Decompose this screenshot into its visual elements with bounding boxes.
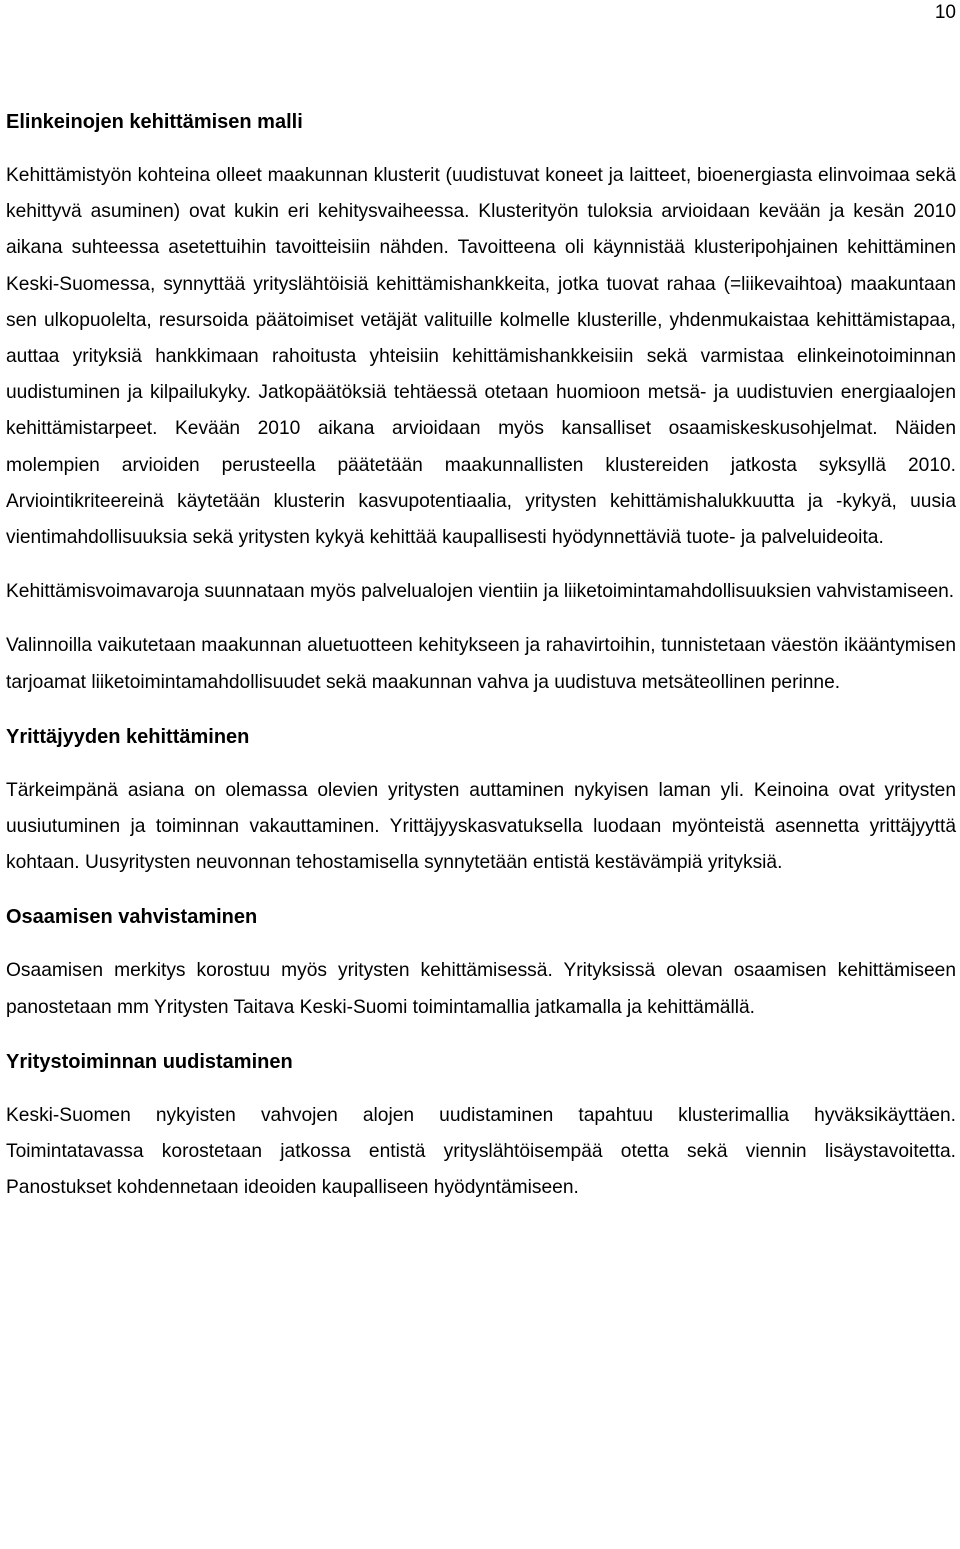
page-number: 10 xyxy=(934,2,956,23)
paragraph: Keski-Suomen nykyisten vahvojen alojen uudistaminen tapahtuu klusterimallia hyväksikäyttäen. Toimintatavassa korostetaan jatkossa entistä yrityslähtöisempää otetta sekä viennin lisäystavoitetta. Panostukset kohdennetaan ideoiden kaupalliseen hyödyntämiseen. xyxy=(6,1104,956,1199)
paragraph: Tärkeimpänä asiana on olemassa olevien yritysten auttaminen nykyisen laman yli. Keinoina ovat yritysten uusiutuminen ja toiminnan vakauttaminen. Yrittäjyyskasvatuksella luodaan myönteistä asennetta yrittäjyyttä kohtaan. Uusyritysten neuvonnan tehostamisella synnytetään entistä kestävämpiä yrityksiä. xyxy=(6,779,956,874)
document-body xyxy=(6,104,956,1206)
section-heading: Elinkeinojen kehittämisen malli xyxy=(6,111,303,133)
paragraph: Valinnoilla vaikutetaan maakunnan aluetuotteen kehitykseen ja rahavirtoihin, tunnistetaan väestön ikääntymisen tarjoamat liiketoimintamahdollisuudet sekä maakunnan vahva ja uudistuva metsäteollinen perinne. xyxy=(6,635,956,693)
section-heading: Yritystoiminnan uudistaminen xyxy=(6,1050,293,1073)
paragraph: Osaamisen merkitys korostuu myös yritysten kehittämisessä. Yrityksissä olevan osaamisen kehittämiseen panostetaan mm Yritysten Taitava Keski-Suomi toimintamallia jatkamalla ja kehittämällä. xyxy=(6,960,956,1018)
section-heading: Yrittäjyyden kehittäminen xyxy=(6,725,250,748)
section-heading: Osaamisen vahvistaminen xyxy=(6,906,258,929)
paragraph: Kehittämisvoimavaroja suunnataan myös palvelualojen vientiin ja liiketoimintamahdollisuuksien vahvistamiseen. xyxy=(6,581,955,603)
paragraph: Kehittämistyön kohteina olleet maakunnan klusterit (uudistuvat koneet ja laitteet, bioenergiasta elinvoimaa sekä kehittyvä asuminen) ovat kukin eri kehitysvaiheessa. Klusterityön tuloksia arvioidaan kevään ja kesän 2010 aikana suhteessa asetettuihin tavoitteisiin nähden. Tavoitteena oli käynnistää klusteripohjainen kehittäminen Keski-Suomessa, synnyttää yrityslähtöisiä kehittämishankkeita, jotka tuovat rahaa (=liikevaihtoa) maakuntaan sen ulkopuolelta, resursoida päätoimiset vetäjät valituille kolmelle klusterille, yhdenmukaistaa kehittämistapaa, auttaa yrityksiä hankkimaan rahoitusta yhteisiin kehittämishankkeisiin sekä varmistaa elinkeinotoiminnan uudistuminen ja kilpailukyky. Jatkopäätöksiä tehtäessä otetaan huomioon metsä- ja uudistuvien energiaalojen kehittämistarpeet. Kevään 2010 aikana arvioidaan myös kansalliset osaamiskeskusohjelmat. Näiden molempien arvioiden perusteella päätetään maakunnallisten klustereiden jatkosta syksyllä 2010. Arviointikriteereinä käytetään klusterin kasvupotentiaalia, yritysten kehittämishalukkuutta ja -kykyä, uusia vientimahdollisuuksia sekä yritysten kykyä kehittää kaupallisesti hyödynnettäviä tuote- ja palveluideoita. xyxy=(6,165,956,549)
